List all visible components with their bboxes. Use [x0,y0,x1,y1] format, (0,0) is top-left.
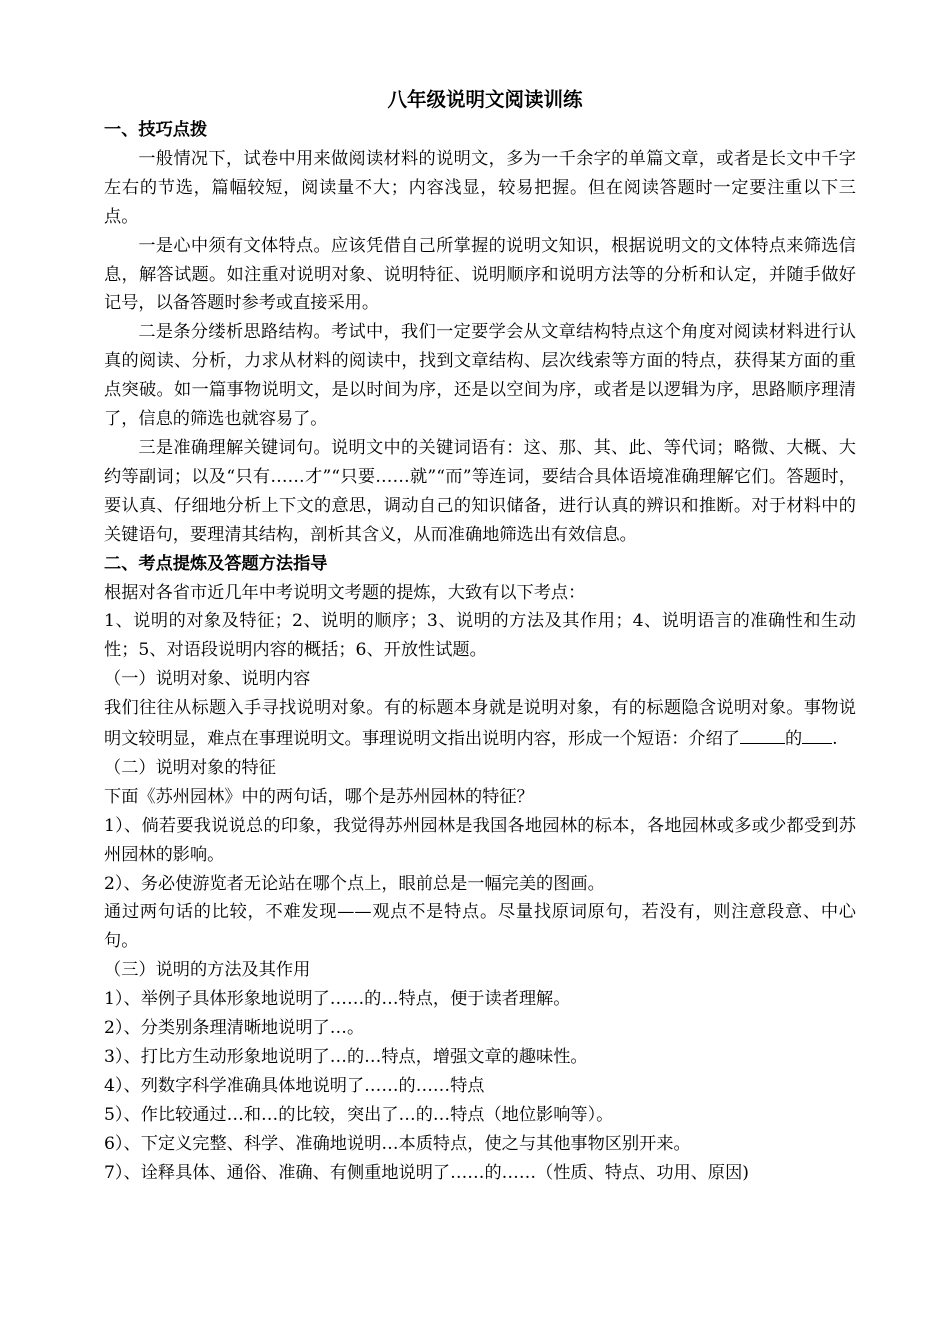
text-run: 的 [784,729,803,750]
paragraph: 下面《苏州园林》中的两句话，哪个是苏州园林的特征？ [104,786,534,807]
list-item: 1）、举例子具体形象地说明了……的…特点，便于读者理解。 [104,989,571,1010]
fill-blank [802,723,832,744]
document-page [104,86,856,1188]
page-title: 八年级说明文阅读训练 [387,88,583,111]
list-item: 2）、分类别条理清晰地说明了…。 [104,1018,365,1039]
text-run: 我们往往从标题入手寻找说明对象。有的标题本身就是说明对象，有的标题隐含说明对象。事物说明文较明显，难点在事理说明文。事理说明文指出说明内容，形成一个短语：介绍了 [104,698,856,750]
paragraph: 一般情况下，试卷中用来做阅读材料的说明文，多为一千余字的单篇文章，或者是长文中千字左右的节选，篇幅较短，阅读量不大；内容浅显，较易把握。但在阅读答题时一定要注重以下三点。 [104,148,856,227]
paragraph: 三是准确理解关键词句。说明文中的关键词语有：这、那、其、此、等代词；略微、大概、大约等副词；以及“只有……才”“只要……就”“而”等连词，要结合具体语境准确理解它们。答题时，要认真、仔细地分析上下文的意思，调动自己的知识储备，进行认真的辨识和推断。对于材料中的关键语句，要理清其结构，剖析其含义，从而准确地筛选出有效信息。 [104,437,856,545]
paragraph [104,694,856,754]
paragraph: 一是心中须有文体特点。应该凭借自己所掌握的说明文知识，根据说明文的文体特点来筛选信息，解答试题。如注重对说明对象、说明特征、说明顺序和说明方法等的分析和认定，并随手做好记号，以备答题时参考或直接采用。 [104,235,856,314]
list-item: 3）、打比方生动形象地说明了…的…特点，增强文章的趣味性。 [104,1047,588,1067]
list-item: 1）、倘若要我说说总的印象，我觉得苏州园林是我国各地园林的标本，各地园林或多或少都受到苏州园林的影响。 [104,815,856,865]
paragraph: 二是条分缕析思路结构。考试中，我们一定要学会从文章结构特点这个角度对阅读材料进行认真的阅读、分析，力求从材料的阅读中，找到文章结构、层次线索等方面的特点，获得某方面的重点突破。如一篇事物说明文，是以时间为序，还是以空间为序，或者是以逻辑为序，思路顺序理清了，信息的筛选也就容易了。 [104,322,856,430]
fill-blank [740,723,785,744]
section-heading: 一、技巧点拨 [104,120,208,140]
paragraph: 根据对各省市近几年中考说明文考题的提炼，大致有以下考点： [104,582,586,603]
list-item: 5）、作比较通过…和…的比较，突出了…的…特点（地位影响等）。 [104,1104,614,1125]
list-item: 4）、列数字科学准确具体地说明了……的……特点 [104,1075,485,1096]
paragraph: 1、说明的对象及特征；2、说明的顺序；3、说明的方法及其作用；4、说明语言的准确性和生动性；5、对语段说明内容的概括；6、开放性试题。 [104,611,856,661]
paragraph: 通过两句话的比较，不难发现——观点不是特点。尽量找原词原句，若没有，则注意段意、中心句。 [104,902,856,952]
subsection-heading: （三）说明的方法及其作用 [104,960,311,981]
list-item: 2）、务必使游览者无论站在哪个点上，眼前总是一幅完美的图画。 [104,873,605,894]
section-heading: 二、考点提炼及答题方法指导 [104,553,328,574]
subsection-heading: （二）说明对象的特征 [104,757,276,778]
list-item: 7）、诠释具体、通俗、准确、有侧重地说明了……的……（性质、特点、功用、原因) [104,1162,749,1183]
list-item: 6）、下定义完整、科学、准确地说明…本质特点，使之与其他事物区别开来。 [104,1133,691,1154]
text-run: . [832,729,838,750]
subsection-heading: （一）说明对象、说明内容 [104,669,311,690]
